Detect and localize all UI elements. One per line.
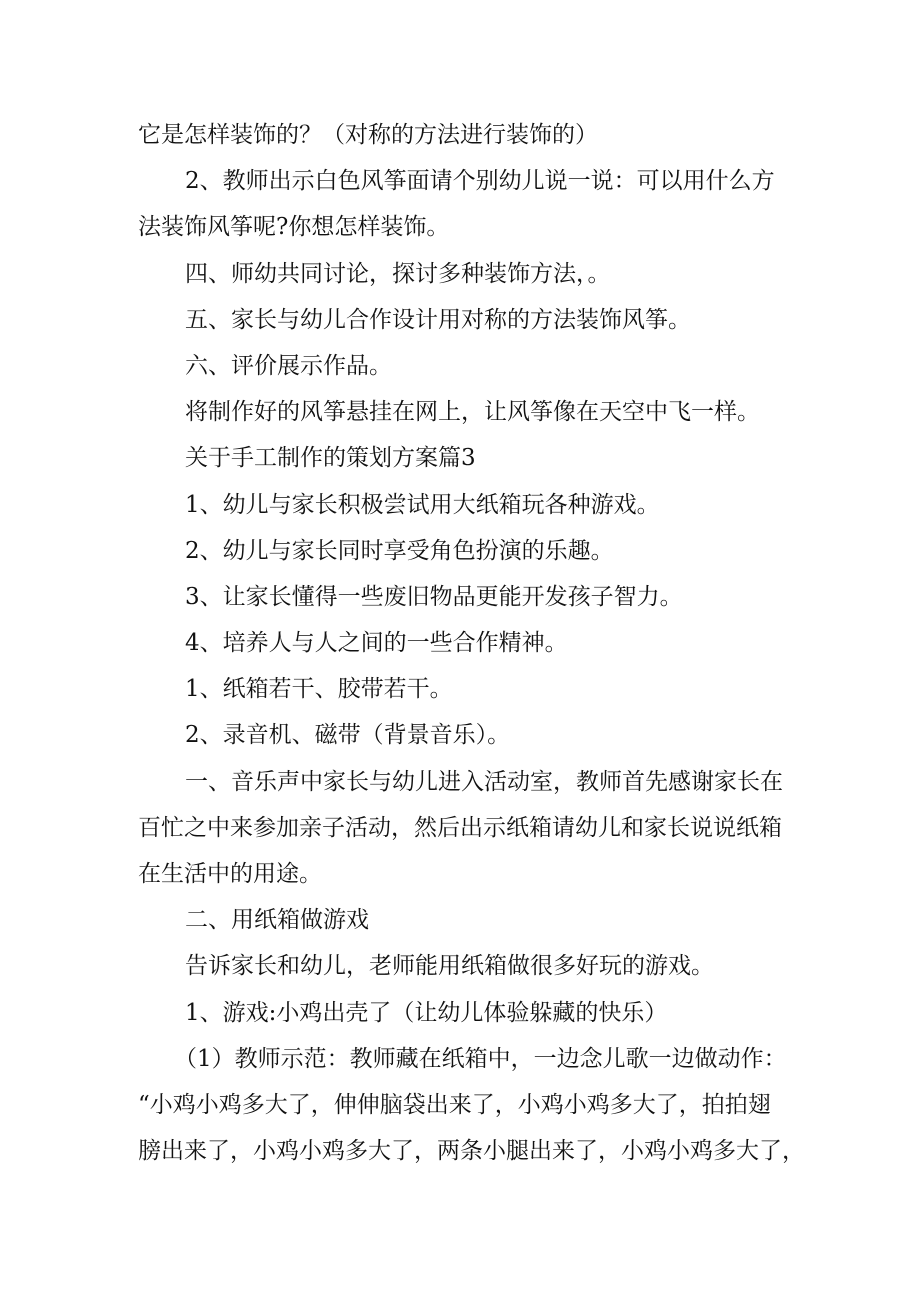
paragraph-line-11: 3、让家长懂得一些废旧物品更能开发孩子智力。: [185, 583, 683, 610]
paragraph-line-6: 六、评价展示作品。: [185, 352, 392, 379]
paragraph-line-20: 1、游戏:小鸡出壳了（让幼儿体验躲藏的快乐）: [185, 999, 668, 1026]
paragraph-line-22: “小鸡小鸡多大了，伸伸脑袋出来了，小鸡小鸡多大了，拍拍翅: [138, 1091, 771, 1118]
paragraph-line-4: 四、师幼共同讨论，探讨多种装饰方法，。: [185, 260, 611, 287]
paragraph-line-2: 2、教师出示白色风筝面请个别幼儿说一说：可以用什么方: [185, 168, 775, 195]
paragraph-line-17: 在生活中的用途。: [138, 861, 322, 887]
paragraph-line-23: 膀出来了，小鸡小鸡多大了，两条小腿出来了，小鸡小鸡多大了，: [138, 1138, 805, 1165]
paragraph-line-5: 五、家长与幼儿合作设计用对称的方法装饰风筝。: [185, 306, 691, 333]
paragraph-line-13: 1、纸箱若干、胶带若干。: [185, 676, 453, 703]
paragraph-line-21: （1）教师示范：教师藏在纸箱中，一边念儿歌一边做动作：: [174, 1045, 787, 1072]
paragraph-line-16: 百忙之中来参加亲子活动，然后出示纸箱请幼儿和家长说说纸箱: [138, 814, 782, 841]
paragraph-line-1: 它是怎样装饰的？（对称的方法进行装饰的）: [138, 122, 598, 148]
document-body: [138, 112, 805, 1174]
paragraph-line-10: 2、幼儿与家长同时享受角色扮演的乐趣。: [185, 537, 614, 564]
paragraph-line-3: 法装饰风筝呢?你想怎样装饰。: [138, 214, 450, 241]
paragraph-line-19: 告诉家长和幼儿，老师能用纸箱做很多好玩的游戏。: [185, 953, 714, 980]
paragraph-line-12: 4、培养人与人之间的一些合作精神。: [185, 630, 568, 657]
paragraph-line-9: 1、幼儿与家长积极尝试用大纸箱玩各种游戏。: [185, 491, 660, 518]
section-heading: 关于手工制作的策划方案篇3: [185, 445, 476, 472]
paragraph-line-14: 2、录音机、磁带（背景音乐）。: [185, 722, 511, 749]
paragraph-line-18: 二、用纸箱做游戏: [185, 907, 369, 934]
paragraph-line-7: 将制作好的风筝悬挂在网上，让风筝像在天空中飞一样。: [185, 399, 760, 426]
paragraph-line-15: 一、音乐声中家长与幼儿进入活动室，教师首先感谢家长在: [185, 768, 783, 795]
